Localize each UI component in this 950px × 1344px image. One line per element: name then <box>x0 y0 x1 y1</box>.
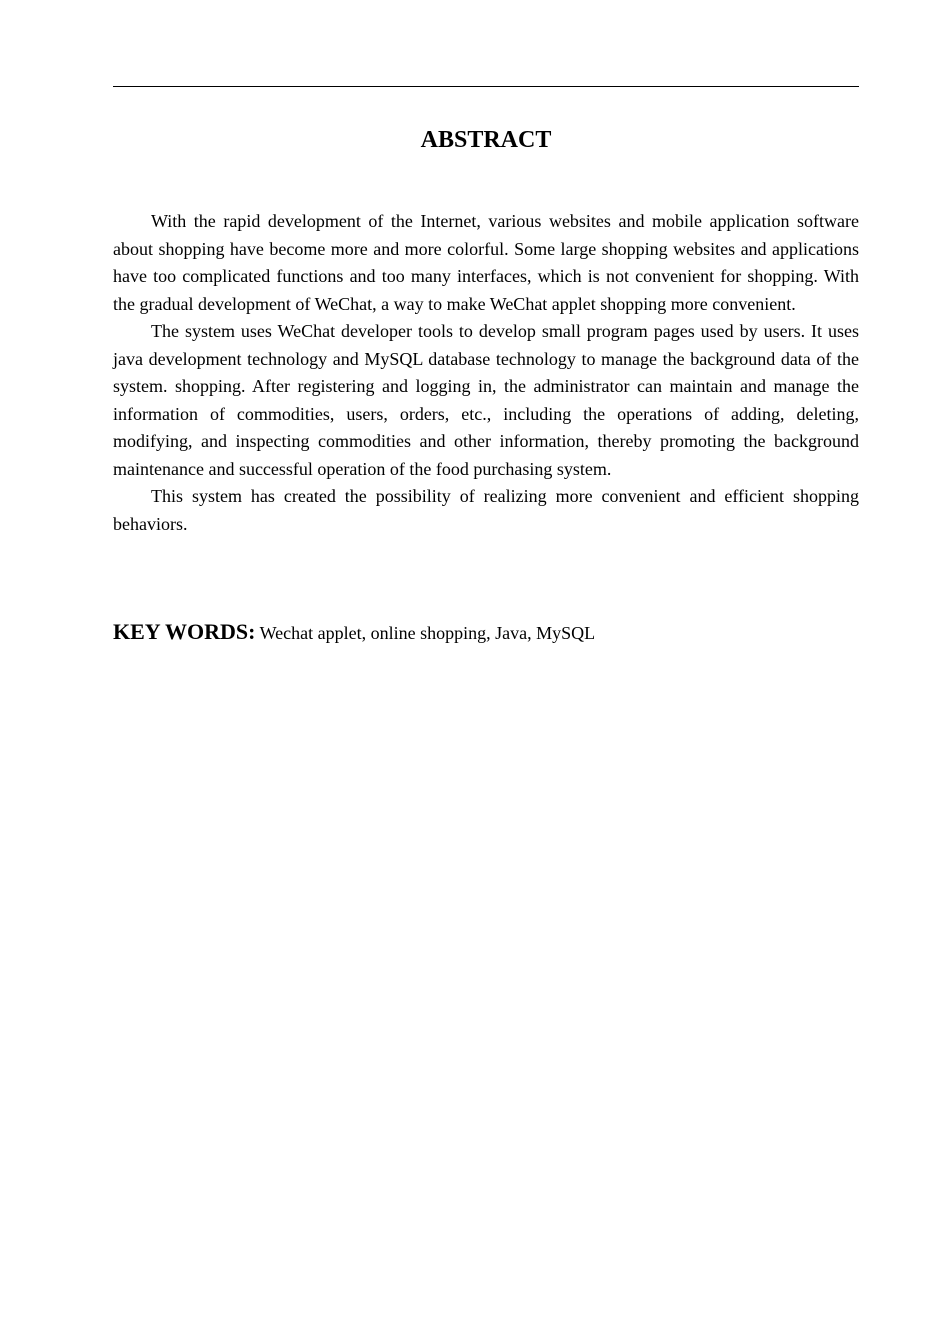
abstract-paragraph-2: The system uses WeChat developer tools to develop small program pages used by users. It uses java development technology and MySQL database technology to manage the background data of the system. shopping. After registering and logging in, the administrator can maintain and manage the information of commodities, users, orders, etc., including the operations of adding, deleting, modifying, and inspecting commodities and other information, thereby promoting the background maintenance and successful operation of the food purchasing system. <box>113 321 859 479</box>
header-rule <box>113 86 859 87</box>
keywords-text: Wechat applet, online shopping, Java, MySQL <box>259 623 596 643</box>
abstract-paragraph-3: This system has created the possibility of realizing more convenient and efficient shopping behaviors. <box>113 486 859 534</box>
abstract-paragraph-1: With the rapid development of the Internet, various websites and mobile application software about shopping have become more and more colorful. Some large shopping websites and applications have too complicated functions and too many interfaces, which is not convenient for shopping. With the gradual development of WeChat, a way to make WeChat applet shopping more convenient. <box>113 211 859 314</box>
keywords-line <box>113 616 859 649</box>
abstract-title: ABSTRACT <box>420 127 552 153</box>
abstract-body <box>113 208 859 538</box>
keywords-label: KEY WORDS: <box>113 619 256 644</box>
